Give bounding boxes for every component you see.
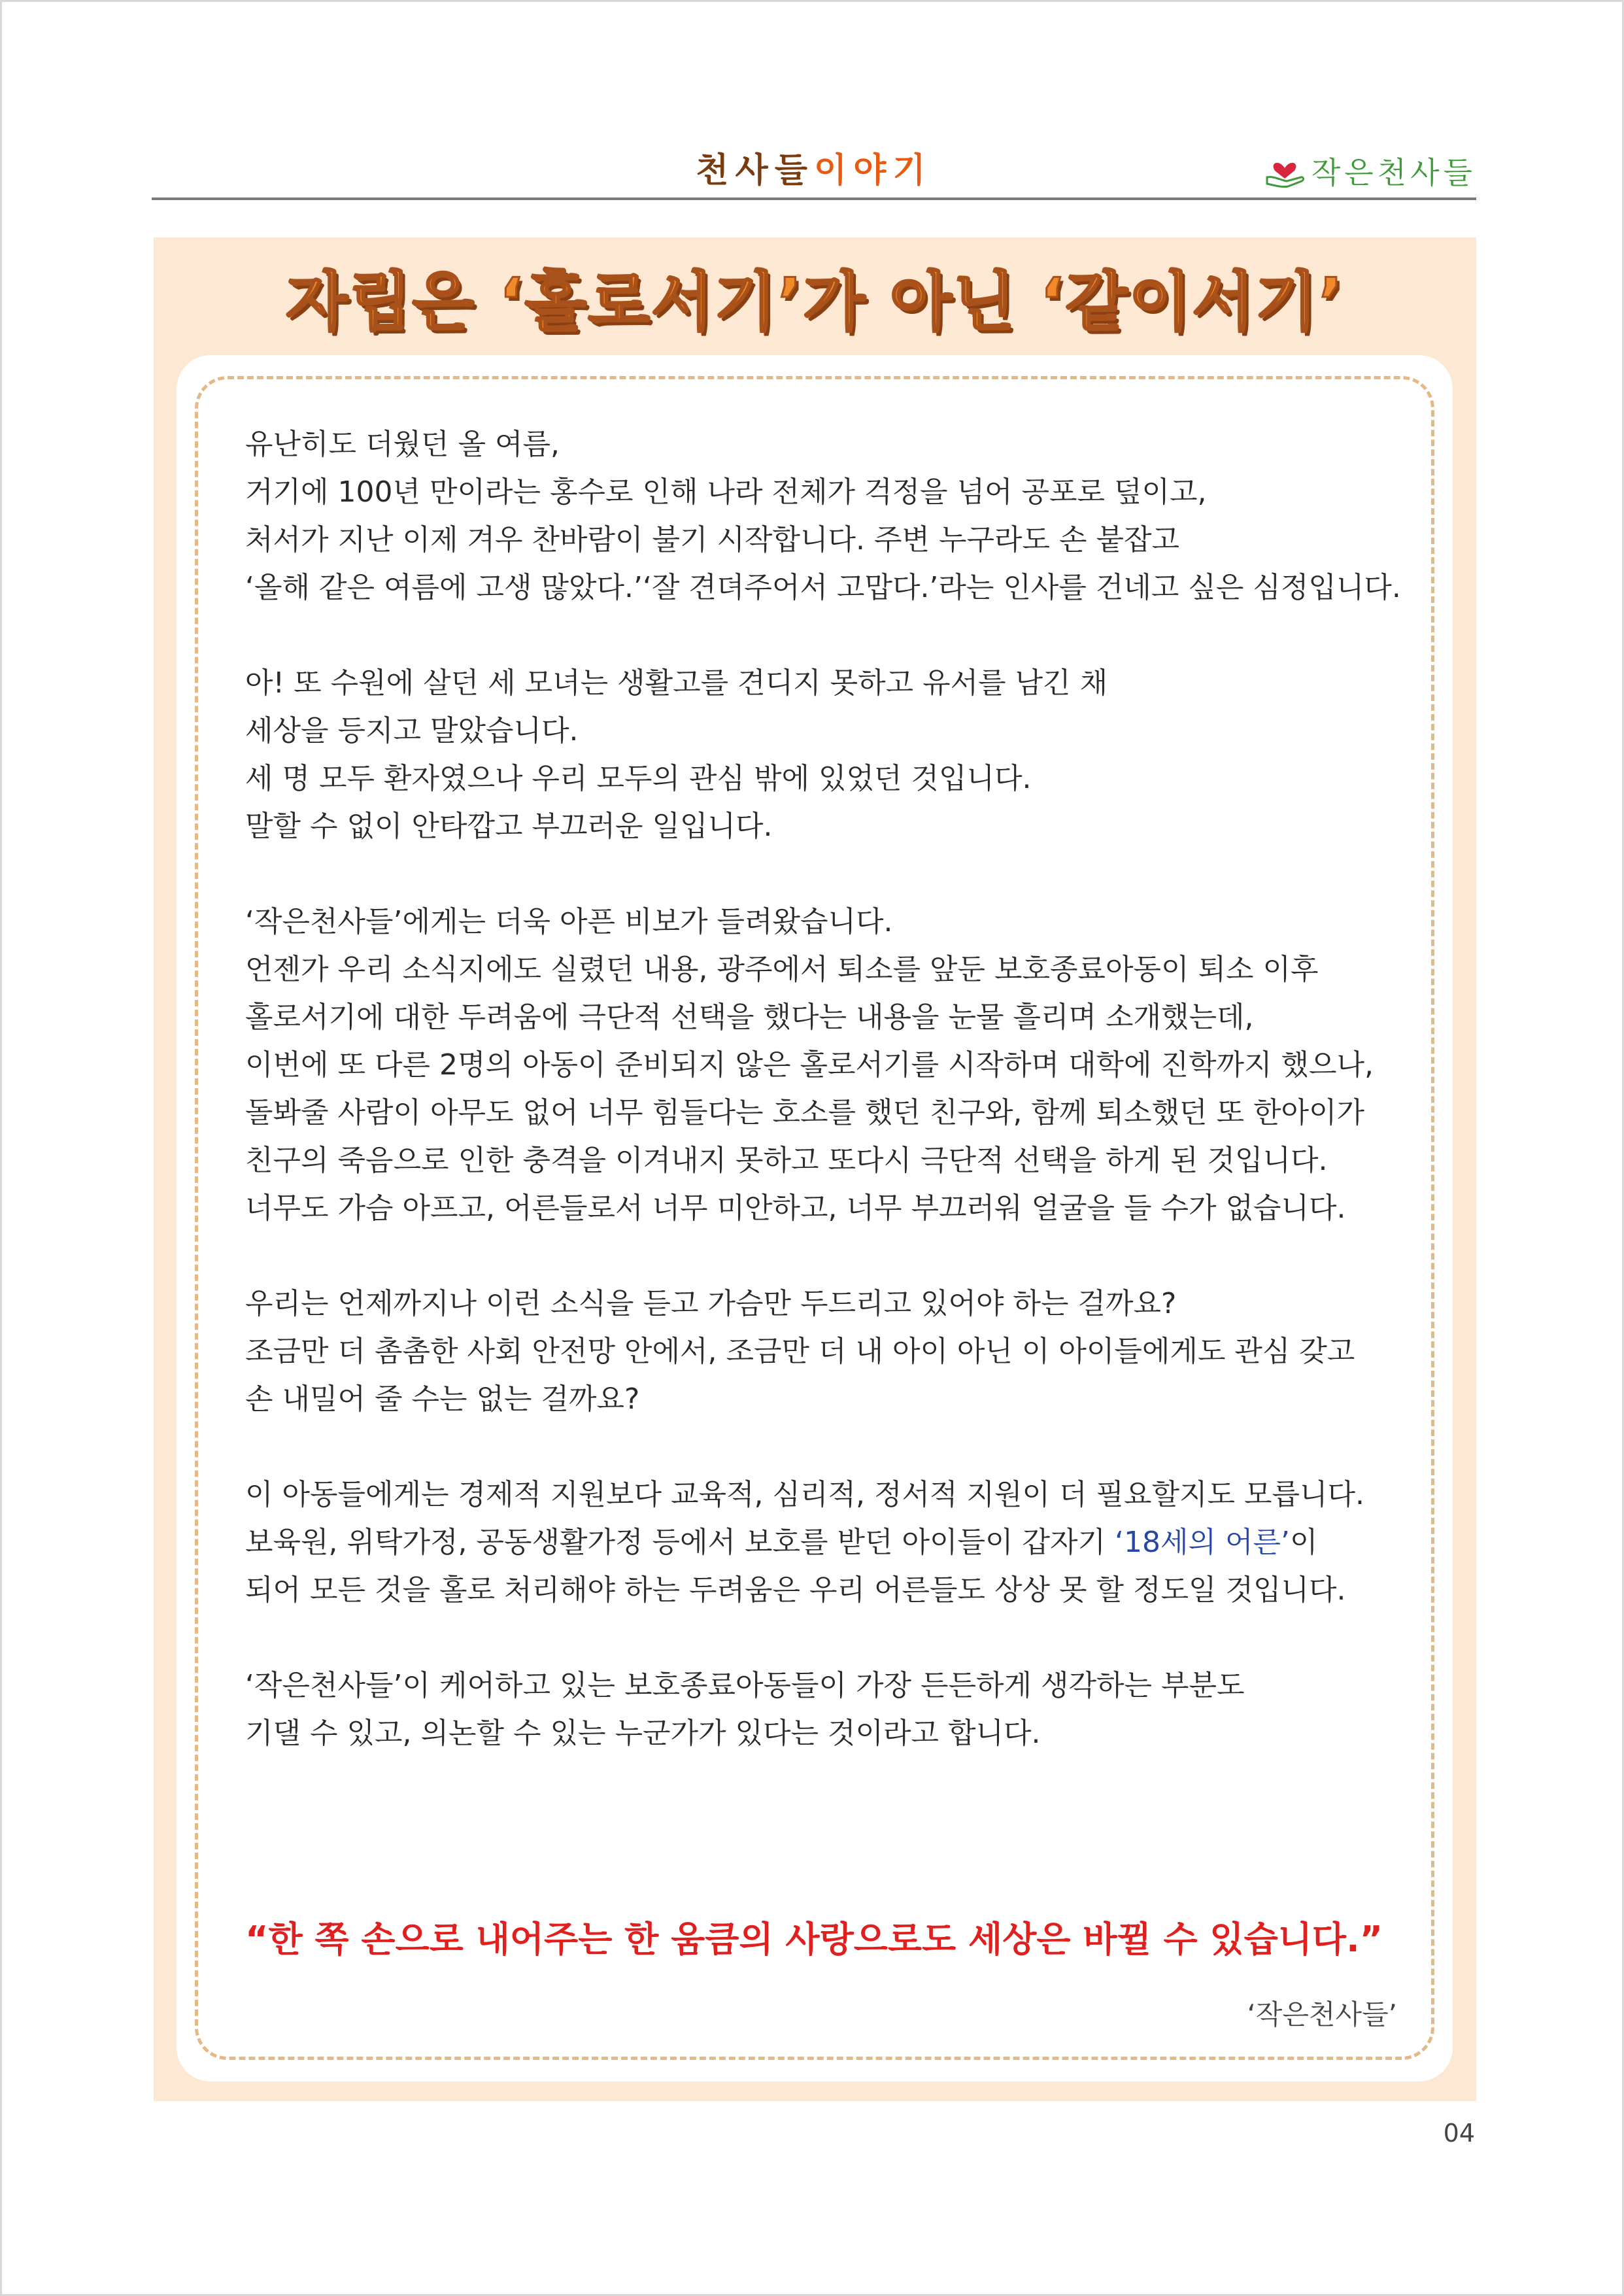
text-line: 너무도 가슴 아프고, 어른들로서 너무 미안하고, 너무 부끄러워 얼굴을 들 수가 없습니다.: [245, 1191, 1346, 1225]
article-title: 자립은 ‘홀로서기’가 아닌 ‘같이서기’: [286, 265, 1344, 339]
heart-in-hand-icon: [1264, 154, 1305, 188]
text-line: 조금만 더 촘촘한 사회 안전망 안에서, 조금만 더 내 아이 아닌 이 아이들에게도 관심 갖고: [245, 1335, 1355, 1368]
text-line: 되어 모든 것을 홀로 처리해야 하는 두려움은 우리 어른들도 상상 못 할 정도일 것입니다.: [245, 1573, 1346, 1607]
text-line: 홀로서기에 대한 두려움에 극단적 선택을 했다는 내용을 눈물 흘리며 소개했는데,: [245, 1001, 1254, 1034]
text-line: 기댈 수 있고, 의논할 수 있는 누군가가 있다는 것이라고 합니다.: [245, 1717, 1041, 1750]
text-segment: 이: [1289, 1526, 1318, 1559]
paragraph-5: [245, 1471, 1422, 1614]
text-line: 처서가 지난 이제 겨우 찬바람이 불기 시작합니다. 주변 누구라도 손 붙잡고: [245, 523, 1179, 557]
paragraph-3: [245, 898, 1422, 1232]
text-line: 아! 또 수원에 살던 세 모녀는 생활고를 견디지 못하고 유서를 남긴 채: [245, 666, 1108, 700]
text-line: 세 명 모두 환자였으나 우리 모두의 관심 밖에 있었던 것입니다.: [245, 762, 1032, 795]
text-line: 돌봐줄 사람이 아무도 없어 너무 힘들다는 호소를 했던 친구와, 함께 퇴소했던 또 한아이가: [245, 1096, 1364, 1129]
text-line: 세상을 등지고 말았습니다.: [245, 714, 579, 747]
series-title-part1: 천사들: [696, 151, 814, 190]
article-card: [177, 355, 1453, 2082]
text-line: 언젠가 우리 소식지에도 실렸던 내용, 광주에서 퇴소를 앞둔 보호종료아동이 퇴소 이후: [245, 953, 1319, 986]
paragraph-6: [245, 1662, 1422, 1757]
text-line-with-highlight: [245, 1518, 1422, 1566]
text-line: 거기에 100년 만이라는 홍수로 인해 나라 전체가 걱정을 넘어 공포로 덮이고,: [245, 475, 1207, 509]
text-line: 친구의 죽음으로 인한 충격을 이겨내지 못하고 또다시 극단적 선택을 하게 된 것입니다.: [245, 1144, 1328, 1177]
signature: ‘작은천사들’: [1247, 1998, 1397, 2030]
paragraph-1: [245, 420, 1422, 611]
text-line: 유난히도 더웠던 올 여름,: [245, 428, 560, 461]
text-line: 손 내밀어 줄 수는 없는 걸까요?: [245, 1382, 640, 1416]
text-segment: 보육원, 위탁가정, 공동생활가정 등에서 보호를 받던 아이들이 갑자기: [245, 1526, 1115, 1559]
page-number: 04: [1443, 2119, 1475, 2148]
text-line: 이번에 또 다른 2명의 아동이 준비되지 않은 홀로서기를 시작하며 대학에 진학까지 했으나,: [245, 1048, 1374, 1082]
text-line: 우리는 언제까지나 이런 소식을 듣고 가슴만 두드리고 있어야 하는 걸까요?: [245, 1287, 1177, 1320]
text-line: ‘작은천사들’에게는 더욱 아픈 비보가 들려왔습니다.: [245, 905, 893, 938]
article-body: [245, 420, 1422, 1757]
closing-quote: “한 쪽 손으로 내어주는 한 움큼의 사랑으로도 세상은 바뀔 수 있습니다.”: [245, 1919, 1383, 1960]
text-line: ‘올해 같은 여름에 고생 많았다.’‘잘 견뎌주어서 고맙다.’라는 인사를 건네고 싶은 심정입니다.: [245, 571, 1401, 604]
text-line: ‘작은천사들’이 케어하고 있는 보호종료아동들이 가장 든든하게 생각하는 부분도: [245, 1669, 1245, 1702]
paragraph-4: [245, 1280, 1422, 1423]
brand-logo: [1264, 149, 1476, 192]
highlighted-phrase: ‘18세의 어른’: [1114, 1526, 1290, 1559]
text-line: 말할 수 없이 안타깝고 부끄러운 일입니다.: [245, 810, 773, 843]
paragraph-2: [245, 659, 1422, 850]
text-line: 이 아동들에게는 경제적 지원보다 교육적, 심리적, 정서적 지원이 더 필요할지도 모릅니다.: [245, 1478, 1364, 1511]
page-header: [152, 137, 1476, 200]
article-panel: [154, 237, 1476, 2101]
series-title-part2: 이야기: [814, 151, 932, 190]
brand-name: 작은천사들: [1311, 155, 1476, 190]
